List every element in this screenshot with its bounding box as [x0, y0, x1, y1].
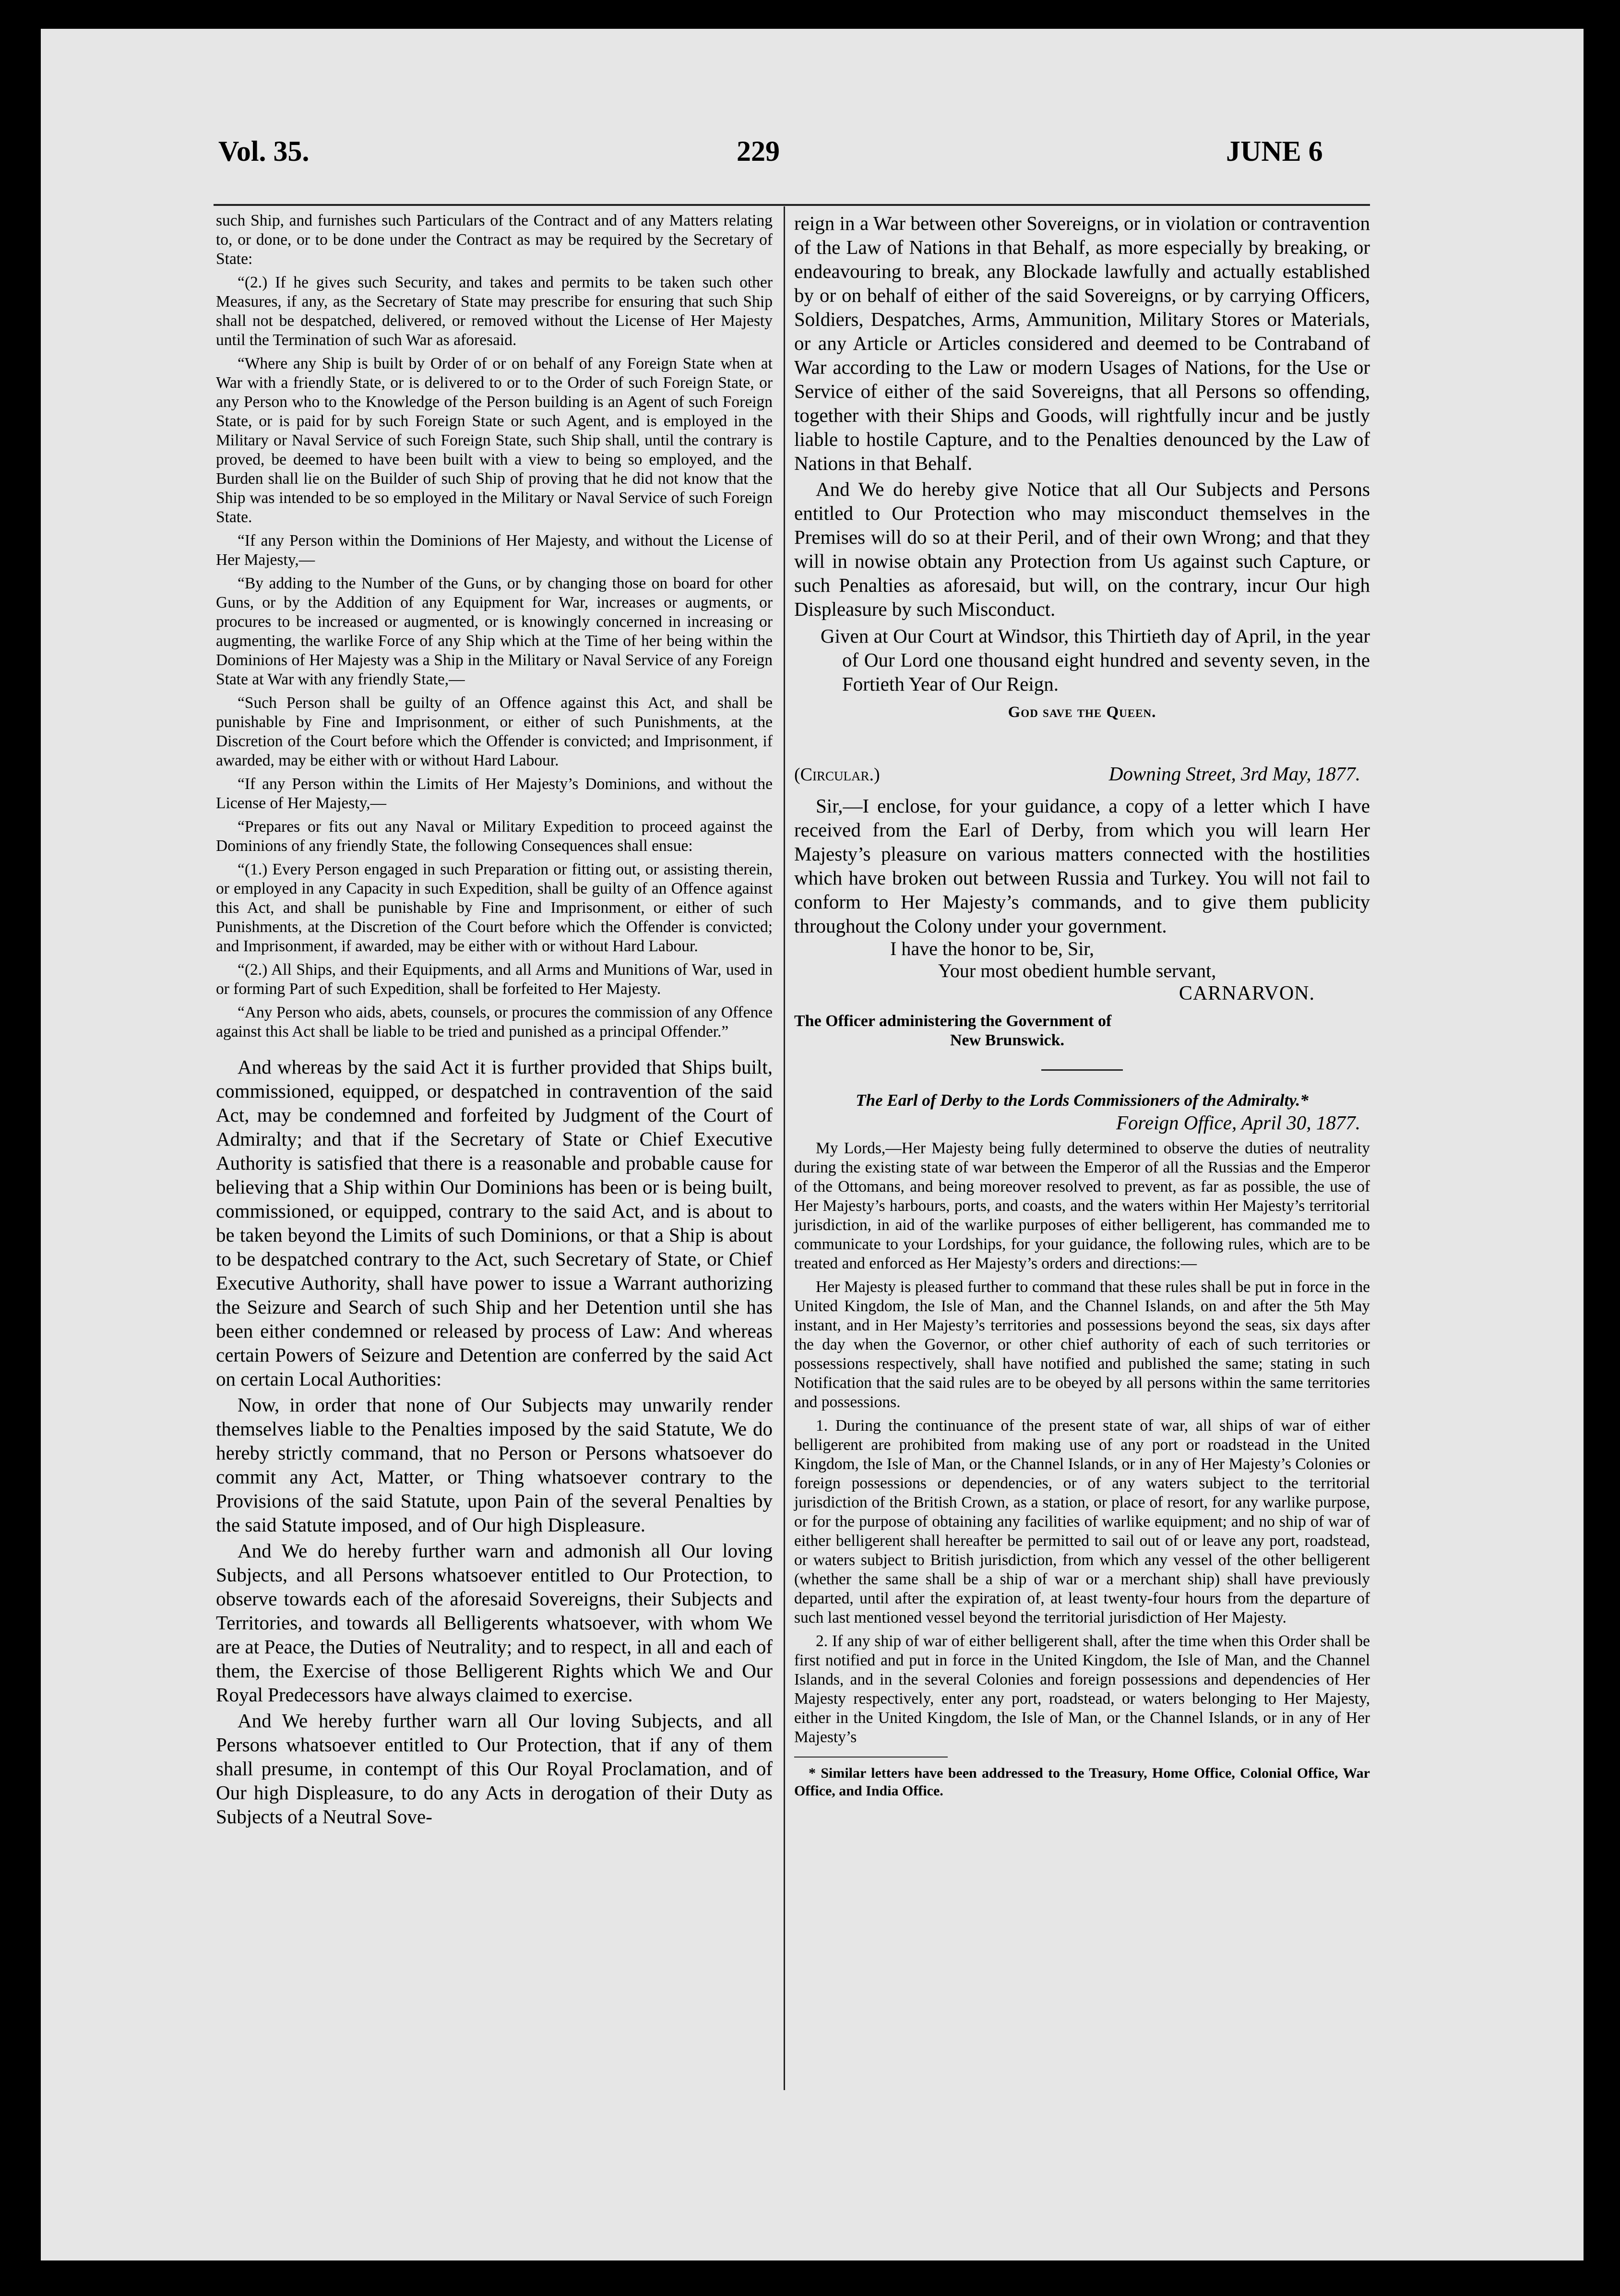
header-rule	[214, 204, 1370, 206]
circular-header	[794, 762, 1370, 785]
signature: CARNARVON.	[1179, 982, 1315, 1004]
volume-label: Vol. 35.	[218, 135, 310, 167]
proclamation-paragraph: And We hereby further warn all Our loving Subjects, and all Persons whatsoever entitled to Our Protection, that if any of them shall presume, in contempt of this Our Royal Proclamation, and of Our high Displeasure, to do any Acts in derogation of their Duty as Subjects of a Neutral Sove-	[216, 1710, 773, 1828]
god-save-the-queen: God save the Queen.	[1008, 704, 1156, 721]
statute-paragraph: “If any Person within the Dominions of Her Majesty, and without the License of Her Majesty,—	[216, 532, 773, 569]
statute-paragraph: “(1.) Every Person engaged in such Preparation or fitting out, or assisting therein, or employed in any Capacity in such Expedition, shall be guilty of an Offence against this Act, and shall be punishable by Fine and Imprisonment, or either of such Punishments, at the Discretion of the Court before which the Offender is convicted; and Imprisonment, if awarded, may be either with or without Hard Labour.	[216, 861, 773, 955]
statute-paragraph: “By adding to the Number of the Guns, or by changing those on board for other Guns, or by the Addition of any Equipment for War, increases or augments, or procures to be increased or augmented, or is knowingly concerned in increasing or augmenting, the warlike Force of any Ship which at the Time of her being within the Dominions of Her Majesty was a Ship in the Military or Naval Service of any Foreign State at War with any friendly State,—	[216, 574, 773, 688]
statute-paragraph: “(2.) If he gives such Security, and takes and permits to be taken such other Measures, if any, as the Secretary of State may prescribe for ensuring that such Ship shall not be despatched, delivered, or removed without the License of Her Majesty until the Termination of such War as aforesaid.	[216, 274, 773, 349]
page-number: 229	[737, 135, 780, 167]
statute-paragraph: “Such Person shall be guilty of an Offence against this Act, and shall be punishable by Fine and Imprisonment, or either of such Punishments, at the Discretion of the Court before which the Offender is convicted; and Imprisonment, if awarded, may be either with or without Hard Labour.	[216, 694, 773, 769]
footnote-rule	[794, 1757, 948, 1758]
letter-heading: The Earl of Derby to the Lords Commissioners of the Admiralty.*	[856, 1091, 1309, 1110]
proclamation-paragraph: And whereas by the said Act it is further provided that Ships built, commissioned, equipped, or despatched in contravention of the said Act, may be condemned and forfeited by Judgment of the Court of Admiralty; and that if the Secretary of State or Chief Executive Authority is satisfied that there is a reasonable and probable cause for believing that a Ship within Our Dominions has been or is being built, commissioned, or equipped, contrary to the said Act, and is about to be taken beyond the Limits of such Dominions, or that a Ship is about to be despatched contrary to the Act, such Secretary of State, or Chief Executive Authority, shall have power to issue a Warrant authorizing the Seizure and Search of such Ship and her Detention until she has been either condemned or released by process of Law: And whereas certain Powers of Seizure and Detention are conferred by the said Act on certain Local Authorities:	[216, 1056, 773, 1390]
circular-body: Sir,—I enclose, for your guidance, a copy of a letter which I have received from the Earl of Derby, from which you will learn Her Majesty’s pleasure on various matters connected with the hostilities which have broken out between Russia and Turkey. You will not fail to conform to Her Majesty’s commands, and to give them publicity throughout the Colony under your government.	[794, 795, 1370, 937]
circular-label: (Circular.)	[794, 765, 880, 785]
issue-date: JUNE 6	[1226, 135, 1323, 167]
proclamation-continuation: reign in a War between other Sovereigns, or in violation or contravention of the Law of Nations in that Behalf, as more especially by breaking, or endeavouring to break, any Blockade lawfully and actually established by or on behalf of either of the said Sovereigns, or by carrying Officers, Soldiers, Despatches, Arms, Ammunition, Military Stores or Materials, or any Article or Articles considered and deemed to be Contraband of War according to the Law or modern Usages of Nations, for the Use or Service of either of the said Sovereigns, that all Persons so offending, together with their Ships and Goods, will rightfully incur and be justly liable to hostile Capture, and to the Penalties denounced by the Law of Nations in that Behalf.	[794, 212, 1370, 474]
footnote: * Similar letters have been addressed to the Treasury, Home Office, Colonial Office, War Office, and India Office.	[794, 1765, 1370, 1799]
closing-line: Your most obedient humble servant,	[938, 960, 1216, 981]
statute-paragraph: “(2.) All Ships, and their Equipments, and all Arms and Munitions of War, used in or forming Part of such Expedition, shall be forfeited to Her Majesty.	[216, 961, 773, 998]
letter-paragraph: 2. If any ship of war of either belligerent shall, after the time when this Order shall be first notified and put in force in the United Kingdom, the Isle of Man, and the Channel Islands, and in the several Colonies and foreign possessions and dependencies of Her Majesty respectively, enter any port, roadstead, or waters belonging to Her Majesty, either in the United Kingdom, the Isle of Man, or the Channel Islands, or in any of Her Majesty’s	[794, 1632, 1370, 1746]
letter-paragraph: 1. During the continuance of the present state of war, all ships of war of either belligerent are prohibited from making use of any port or roadstead in the United Kingdom, the Isle of Man, or the Channel Islands, or in any of Her Majesty’s Colonies or foreign possessions or dependencies, or of any waters subject to the territorial jurisdiction of the British Crown, as a station, or place of resort, for any warlike purpose, or for the purpose of obtaining any facilities of warlike equipment; and no ship of war of either belligerent shall hereafter be permitted to sail out of or leave any port, roadstead, or waters subject to British jurisdiction, from which any vessel of the other belligerent (whether the same shall be a ship of war or a merchant ship) shall have previously departed, until after the expiration of, at least twenty-four hours from the departure of such last mentioned vessel beyond the territorial jurisdiction of Her Majesty.	[794, 1417, 1370, 1626]
circular-dateline: Downing Street, 3rd May, 1877.	[1108, 763, 1360, 785]
letter-dateline: Foreign Office, April 30, 1877.	[1116, 1112, 1360, 1134]
letter-paragraph: My Lords,—Her Majesty being fully determined to observe the duties of neutrality during the existing state of war between the Emperor of all the Russias and the Emperor of the Ottomans, and being moreover resolved to prevent, as far as possible, the use of Her Majesty’s harbours, ports, and coasts, and the waters within Her Majesty’s territorial jurisdiction, in aid of the warlike purposes of either belligerent, has commanded me to communicate to your Lordships, for your guidance, the following rules, which are to be treated and enforced as Her Majesty’s orders and directions:—	[794, 1139, 1370, 1272]
statute-paragraph: such Ship, and furnishes such Particulars of the Contract and of any Matters relating to, or done, or to be done under the Contract as may be required by the Secretary of State:	[216, 212, 773, 268]
right-column	[794, 211, 1370, 1800]
statute-paragraph: “If any Person within the Limits of Her Majesty’s Dominions, and without the License of Her Majesty,—	[216, 775, 773, 812]
left-column	[216, 211, 773, 1829]
addressee-line: The Officer administering the Government of	[794, 1012, 1112, 1030]
letter-paragraph: Her Majesty is pleased further to command that these rules shall be put in force in the United Kingdom, the Isle of Man, and the Channel Islands, on and after the 5th May instant, and in Her Majesty’s territories and possessions beyond the seas, six days after the day when the Governor, or other chief authority of each of such territories or possessions respectively, shall have notified and published the same; stating in such Notification that the said rules are to be obeyed by all persons within the same territories and possessions.	[794, 1278, 1370, 1411]
proclamation-paragraph: And We do hereby further warn and admonish all Our loving Subjects, and all Persons whatsoever entitled to Our Protection, to observe towards each of the aforesaid Sovereigns, their Subjects and Territories, and towards all Belligerents whatsoever, with whom We are at Peace, the Duties of Neutrality; and to respect, in all and each of them, the Exercise of those Belligerent Rights which We and Our Royal Predecessors have always claimed to exercise.	[216, 1540, 773, 1706]
statute-paragraph: “Any Person who aids, abets, counsels, or procures the commission of any Offence against this Act shall be liable to be tried and punished as a principal Offender.”	[216, 1004, 773, 1040]
addressee-line: New Brunswick.	[950, 1031, 1065, 1049]
statute-paragraph: “Prepares or fits out any Naval or Military Expedition to proceed against the Dominions of any friendly State, the following Consequences shall ensue:	[216, 818, 773, 855]
statute-paragraph: “Where any Ship is built by Order of or on behalf of any Foreign State when at War with a friendly State, or is delivered to or to the Order of such Foreign State, or any Person who to the Knowledge of the Person building is an Agent of such Foreign State, or is paid for by such Foreign State or such Agent, and is employed in the Military or Naval Service of such Foreign State, such Ship shall, until the contrary is proved, be deemed to have been built with a view to being so employed, and the Burden shall lie on the Builder of such Ship of proving that he did not know that the Ship was intended to be so employed in the Military or Naval Service of such Foreign State.	[216, 355, 773, 526]
column-divider	[784, 206, 785, 2090]
addressee	[794, 1012, 1370, 1050]
given-at-court: Given at Our Court at Windsor, this Thirtieth day of April, in the year of Our Lord one thousand eight hundred and seventy seven, in the Fortieth Year of Our Reign.	[821, 625, 1370, 695]
section-rule	[1041, 1069, 1123, 1071]
proclamation-notice: And We do hereby give Notice that all Our Subjects and Persons entitled to Our Protection who may misconduct themselves in the Premises will do so at their Peril, and of their own Wrong; and that they will in nowise obtain any Protection from Us against such Capture, or such Penalties as aforesaid, but will, on the contrary, incur Our high Displeasure by such Misconduct.	[794, 478, 1370, 620]
closing-line: I have the honor to be, Sir,	[890, 938, 1094, 959]
proclamation-paragraph: Now, in order that none of Our Subjects may unwarily render themselves liable to the Penalties imposed by the said Statute, We do hereby strictly command, that no Person or Persons whatsoever do commit any Act, Matter, or Thing whatsoever contrary to the Provisions of the said Statute, upon Pain of the several Penalties by the said Statute imposed, and of Our high Displeasure.	[216, 1394, 773, 1536]
